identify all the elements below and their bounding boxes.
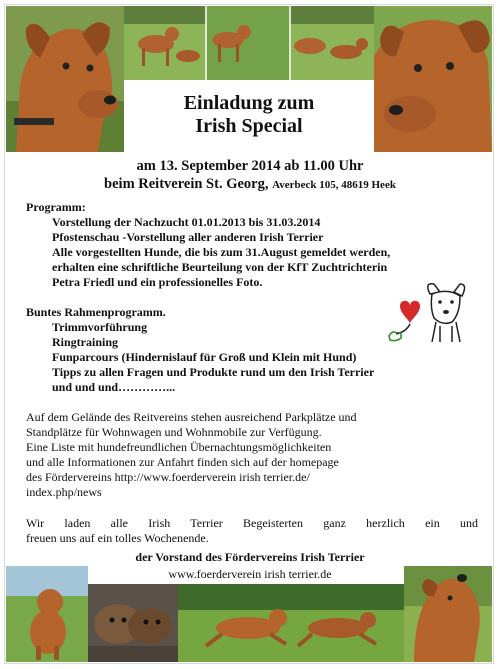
terrier-heart-clipart [386,278,468,344]
closing-paragraph [26,516,478,546]
info-line: Standplätze für Wohnwagen und Wohnmobile zur Verfügung. [26,425,322,439]
rahmenprogramm-item: Ringtraining [52,335,119,349]
rahmenprogramm-item: Trimmvorführung [52,320,148,334]
signature-url: www.foerderverein irish terrier.de [168,567,332,581]
venue-address: Averbeck 105, 48619 Heek [272,179,396,191]
event-title [124,92,374,138]
programm-item: erhalten eine schriftliche Beurteilung von der KfT Zuchtrichterin [52,260,388,274]
title-line-1: Einladung zum [183,92,315,114]
info-line: und alle Informationen zur Anfahrt finden sich auf der homepage [26,455,339,469]
info-line: des Fördervereins http://www.foerderverein irish terrier.de/ [26,470,310,484]
programm-list [52,215,390,290]
photo-dog-portrait-right [374,6,492,152]
closing-line: Wir laden alle Irish Terrier Begeisterten ganz herzlich ein und [26,516,478,530]
event-venue [0,176,500,194]
photo-dog-portrait-left [6,6,124,152]
title-line-2: Irish Special [195,115,303,137]
rahmenprogramm-list [52,320,374,395]
closing-line: freuen uns auf ein tolles Wochenende. [26,531,209,545]
rahmenprogramm-item: und und und…………... [52,380,176,394]
photo-dog-sitting [6,566,88,662]
signature-name: der Vorstand des Fördervereins Irish Terrier [135,550,365,564]
programm-item: Petra Friedl und ein professionelles Foto. [52,275,263,289]
info-paragraph [26,410,478,500]
programm-item: Alle vorgestellten Hunde, die bis zum 31.August gemeldet werden, [52,245,391,259]
programm-item: Vorstellung der Nachzucht 01.01.2013 bis 31.03.2014 [52,215,321,229]
photo-puppies [88,584,178,662]
rahmenprogramm-item: Tipps zu allen Fragen und Produkte rund um den Irish Terrier [52,365,375,379]
rahmenprogramm-item: Funparcours (Hindernislauf für Groß und Klein mit Hund) [52,350,357,364]
rahmenprogramm-heading: Buntes Rahmenprogramm. [26,305,166,319]
info-line: Auf dem Gelände des Reitvereins stehen ausreichend Parkplätze und [26,410,357,424]
programm-heading: Programm: [26,200,86,214]
programm-item: Pfostenschau -Vorstellung aller anderen Irish Terrier [52,230,324,244]
event-date: am 13. September 2014 ab 11.00 Uhr [136,158,364,174]
photo-dog-looking-up [404,566,492,662]
photo-dogs-running [178,584,404,662]
info-line: index.php/news [26,485,102,499]
info-line: Eine Liste mit hundefreundlichen Übernachtungsmöglichkeiten [26,440,332,454]
venue-name: beim Reitverein St. Georg, [104,176,269,192]
photo-dogs-in-field [124,6,374,80]
